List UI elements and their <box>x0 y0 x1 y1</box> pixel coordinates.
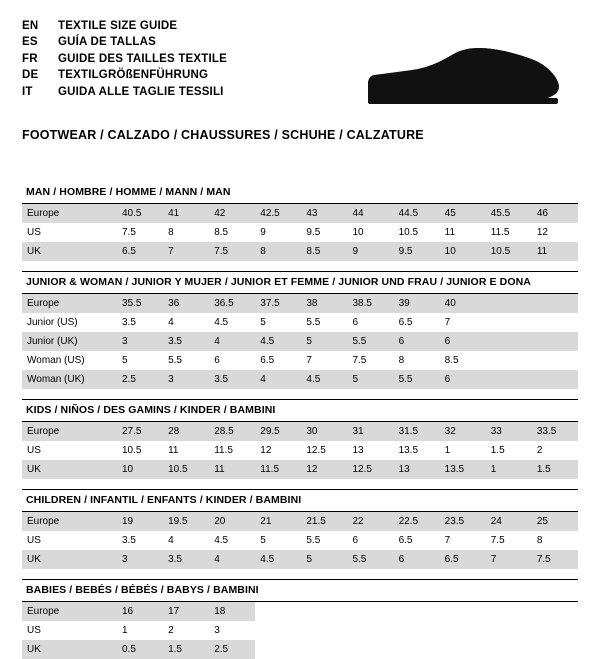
cell: 4.5 <box>301 370 347 389</box>
table-row <box>22 204 578 223</box>
cell <box>532 294 578 313</box>
cell: 6.5 <box>398 317 413 328</box>
cell: 12.5 <box>306 445 326 456</box>
cell: 12 <box>260 445 272 456</box>
divider <box>22 579 578 580</box>
cell: 7.5 <box>209 242 255 261</box>
cell: 28 <box>163 422 209 441</box>
cell-empty <box>440 602 486 621</box>
cell: 8.5 <box>301 242 347 261</box>
cell: 40.5 <box>117 204 163 223</box>
row-label: Europe <box>22 294 117 313</box>
cell-empty <box>301 640 347 659</box>
section-man <box>22 186 578 261</box>
table-row <box>22 332 578 351</box>
cell: 10.5 <box>486 242 532 261</box>
row-label: UK <box>22 550 117 569</box>
cell: 0.5 <box>117 640 163 659</box>
cell: 31 <box>347 422 393 441</box>
table-row <box>22 351 578 370</box>
language-code: IT <box>22 85 33 98</box>
cell-empty <box>394 602 440 621</box>
cell: 8 <box>536 535 543 546</box>
cell: 3.5 <box>122 535 136 546</box>
row-label: Junior (UK) <box>22 332 117 351</box>
table-row <box>22 422 578 441</box>
divider <box>22 399 578 400</box>
cell: 6.5 <box>440 550 486 569</box>
row-label: Junior (US) <box>27 317 78 328</box>
row-label: UK <box>22 460 117 479</box>
document-header <box>22 18 578 114</box>
cell-empty <box>532 621 578 640</box>
cell: 45.5 <box>486 204 532 223</box>
cell: 36.5 <box>209 294 255 313</box>
cell: 5.5 <box>347 550 393 569</box>
cell: 8 <box>168 227 174 238</box>
cell: 6 <box>352 535 359 546</box>
row-label: Woman (UK) <box>22 370 117 389</box>
cell: 6.5 <box>260 355 275 366</box>
cell: 9.5 <box>394 242 440 261</box>
row-label: UK <box>22 242 117 261</box>
cell-empty <box>486 640 532 659</box>
cell: 11.5 <box>490 227 510 238</box>
language-row <box>22 84 227 100</box>
cell: 6 <box>214 355 220 366</box>
table-row <box>22 294 578 313</box>
cell: 5.5 <box>306 317 321 328</box>
cell: 13 <box>352 445 364 456</box>
cell: 2.5 <box>209 640 255 659</box>
table-row <box>22 370 578 389</box>
cell: 6 <box>440 332 486 351</box>
table-row <box>22 512 578 531</box>
table-row <box>22 242 578 261</box>
table-row <box>22 313 578 332</box>
cell: 4.5 <box>255 550 301 569</box>
cell-empty <box>486 602 532 621</box>
cell: 7.5 <box>490 535 505 546</box>
cell: 5 <box>260 535 266 546</box>
section-title: MAN / HOMBRE / HOMME / MANN / MAN <box>26 186 231 198</box>
table-row <box>22 223 578 242</box>
cell: 3 <box>117 332 163 351</box>
cell: 13.5 <box>440 460 486 479</box>
cell: 11.5 <box>214 445 233 456</box>
cell <box>486 332 532 351</box>
table-row <box>22 550 578 569</box>
cell: 3 <box>117 550 163 569</box>
cell: 7.5 <box>352 355 367 366</box>
cell: 11 <box>168 445 179 456</box>
cell: 42 <box>209 204 255 223</box>
cell: 21.5 <box>301 512 347 531</box>
cell: 10.5 <box>163 460 209 479</box>
cell <box>486 313 532 332</box>
cell <box>486 351 532 370</box>
cell: 45 <box>440 204 486 223</box>
cell: 16 <box>117 602 163 621</box>
cell: 21 <box>255 512 301 531</box>
language-title: GUÍA DE TALLAS <box>58 36 156 49</box>
cell: 6 <box>352 317 359 328</box>
cell: 8 <box>255 242 301 261</box>
language-code: ES <box>22 36 38 49</box>
section-babies <box>22 584 578 659</box>
cell: 4 <box>168 535 174 546</box>
row-label: US <box>27 227 41 238</box>
cell: 11 <box>444 227 456 238</box>
cell: 3 <box>214 625 220 636</box>
table-row <box>22 640 578 659</box>
row-label: Europe <box>22 204 117 223</box>
language-title: GUIDA ALLE TAGLIE TESSILI <box>58 85 224 98</box>
cell: 1 <box>486 460 532 479</box>
cell-empty <box>255 640 301 659</box>
section-kids <box>22 404 578 479</box>
size-table-babies <box>22 602 578 659</box>
section-title: BABIES / BEBÉS / BÉBÉS / BABYS / BAMBINI <box>26 584 259 596</box>
cell: 44.5 <box>394 204 440 223</box>
cell: 8.5 <box>214 227 229 238</box>
cell-empty <box>347 621 393 640</box>
cell: 4 <box>168 317 174 328</box>
cell: 28.5 <box>209 422 255 441</box>
cell: 36 <box>163 294 209 313</box>
cell: 9 <box>260 227 266 238</box>
cell: 1.5 <box>163 640 209 659</box>
size-table-children <box>22 512 578 569</box>
cell: 11 <box>209 460 255 479</box>
row-label: UK <box>22 640 117 659</box>
section-junior-woman <box>22 276 578 389</box>
language-code: EN <box>22 20 39 32</box>
row-label: US <box>27 625 41 636</box>
cell: 5.5 <box>394 370 440 389</box>
cell: 1.5 <box>532 460 578 479</box>
cell: 6.5 <box>117 242 163 261</box>
size-table-kids <box>22 422 578 479</box>
cell: 38 <box>301 294 347 313</box>
cell: 19 <box>117 512 163 531</box>
cell: 12 <box>301 460 347 479</box>
cell: 39 <box>394 294 440 313</box>
cell: 6 <box>394 550 440 569</box>
table-row <box>22 602 578 621</box>
cell: 18 <box>209 602 255 621</box>
cell-empty <box>301 621 347 640</box>
cell-empty <box>532 640 578 659</box>
cell: 10.5 <box>398 227 419 238</box>
cell: 25 <box>532 512 578 531</box>
cell: 44 <box>347 204 393 223</box>
cell: 4 <box>209 332 255 351</box>
cell: 3.5 <box>209 370 255 389</box>
table-row <box>22 531 578 550</box>
cell-empty <box>532 602 578 621</box>
language-row <box>22 51 227 67</box>
cell: 3 <box>163 370 209 389</box>
cell: 13.5 <box>398 445 419 456</box>
section-title: KIDS / NIÑOS / DES GAMINS / KINDER / BAMBINI <box>26 404 276 416</box>
cell: 46 <box>532 204 578 223</box>
language-code: DE <box>22 69 39 82</box>
cell: 22.5 <box>394 512 440 531</box>
divider <box>22 489 578 490</box>
cell: 10 <box>440 242 486 261</box>
cell: 31.5 <box>394 422 440 441</box>
cell: 10 <box>352 227 364 238</box>
divider <box>22 271 578 272</box>
cell: 20 <box>209 512 255 531</box>
cell <box>532 351 578 370</box>
cell: 19.5 <box>163 512 209 531</box>
cell: 2.5 <box>117 370 163 389</box>
cell: 3.5 <box>163 332 209 351</box>
cell: 4.5 <box>214 317 229 328</box>
cell: 5 <box>260 317 266 328</box>
cell: 5.5 <box>306 535 321 546</box>
language-title-list <box>22 18 227 100</box>
category-line: FOOTWEAR / CALZADO / CHAUSSURES / SCHUHE / CALZATURE <box>22 128 424 142</box>
cell-empty <box>440 621 486 640</box>
language-title: TEXTILGRÖßENFÜHRUNG <box>58 69 209 82</box>
cell-empty <box>301 602 347 621</box>
cell: 43 <box>301 204 347 223</box>
row-label: US <box>27 445 41 456</box>
cell-empty <box>394 621 440 640</box>
cell: 7.5 <box>122 227 136 238</box>
cell <box>532 332 578 351</box>
cell: 7 <box>444 317 451 328</box>
cell: 7.5 <box>532 550 578 569</box>
cell: 7 <box>444 535 451 546</box>
cell: 23.5 <box>440 512 486 531</box>
cell: 5.5 <box>168 355 182 366</box>
cell: 12 <box>536 227 548 238</box>
cell: 5 <box>301 550 347 569</box>
cell: 7 <box>163 242 209 261</box>
row-label: Europe <box>22 422 117 441</box>
cell: 5 <box>347 370 393 389</box>
cell: 1 <box>122 625 128 636</box>
language-row <box>22 67 227 83</box>
cell: 33 <box>486 422 532 441</box>
cell: 11.5 <box>255 460 301 479</box>
cell: 1 <box>444 445 451 456</box>
row-label: Woman (US) <box>27 355 85 366</box>
cell: 27.5 <box>117 422 163 441</box>
cell: 8.5 <box>444 355 459 366</box>
cell: 33.5 <box>532 422 578 441</box>
cell: 4 <box>209 550 255 569</box>
cell-empty <box>347 602 393 621</box>
cell: 10.5 <box>122 445 142 456</box>
cell-empty <box>440 640 486 659</box>
cell: 9.5 <box>306 227 321 238</box>
cell: 40 <box>440 294 486 313</box>
cell: 4.5 <box>214 535 229 546</box>
cell: 4.5 <box>255 332 301 351</box>
cell: 13 <box>394 460 440 479</box>
cell: 22 <box>347 512 393 531</box>
cell: 2 <box>536 445 543 456</box>
cell-empty <box>255 602 301 621</box>
section-title: JUNIOR & WOMAN / JUNIOR Y MUJER / JUNIOR ET FEMME / JUNIOR UND FRAU / JUNIOR E DONA <box>26 276 531 288</box>
cell: 41 <box>163 204 209 223</box>
cell: 6 <box>440 370 486 389</box>
cell: 32 <box>440 422 486 441</box>
cell: 12.5 <box>347 460 393 479</box>
cell <box>532 313 578 332</box>
row-label: Europe <box>22 512 117 531</box>
cell <box>532 370 578 389</box>
table-row <box>22 441 578 460</box>
size-table-junior-woman <box>22 294 578 389</box>
language-title: TEXTILE SIZE GUIDE <box>58 20 178 32</box>
table-row <box>22 621 578 640</box>
cell: 3.5 <box>122 317 136 328</box>
cell: 10 <box>117 460 163 479</box>
section-title: CHILDREN / INFANTIL / ENFANTS / KINDER / BAMBINI <box>26 494 302 506</box>
cell: 5.5 <box>347 332 393 351</box>
cell-empty <box>347 640 393 659</box>
cell: 8 <box>398 355 405 366</box>
cell: 5 <box>122 355 128 366</box>
section-children <box>22 494 578 569</box>
cell: 2 <box>168 625 174 636</box>
dress-shoe-icon <box>366 28 562 114</box>
cell: 5 <box>301 332 347 351</box>
cell: 6.5 <box>398 535 413 546</box>
cell <box>486 370 532 389</box>
cell: 29.5 <box>255 422 301 441</box>
language-row <box>22 18 227 34</box>
row-label: US <box>27 535 41 546</box>
cell: 24 <box>486 512 532 531</box>
cell-empty <box>394 640 440 659</box>
cell: 42.5 <box>255 204 301 223</box>
cell-empty <box>486 621 532 640</box>
cell: 3.5 <box>163 550 209 569</box>
language-title: GUIDE DES TAILLES TEXTILE <box>58 52 227 65</box>
cell: 11 <box>532 242 578 261</box>
cell: 17 <box>163 602 209 621</box>
cell: 35.5 <box>117 294 163 313</box>
cell: 4 <box>255 370 301 389</box>
cell: 37.5 <box>255 294 301 313</box>
cell: 38.5 <box>347 294 393 313</box>
language-code: FR <box>22 52 38 65</box>
cell: 6 <box>394 332 440 351</box>
row-label: Europe <box>22 602 117 621</box>
cell-empty <box>255 621 301 640</box>
table-row <box>22 460 578 479</box>
cell: 7 <box>306 355 312 366</box>
cell: 30 <box>301 422 347 441</box>
cell: 7 <box>486 550 532 569</box>
cell: 1.5 <box>490 445 505 456</box>
cell <box>486 294 532 313</box>
language-row <box>22 34 227 50</box>
size-table-man <box>22 204 578 261</box>
cell: 9 <box>347 242 393 261</box>
